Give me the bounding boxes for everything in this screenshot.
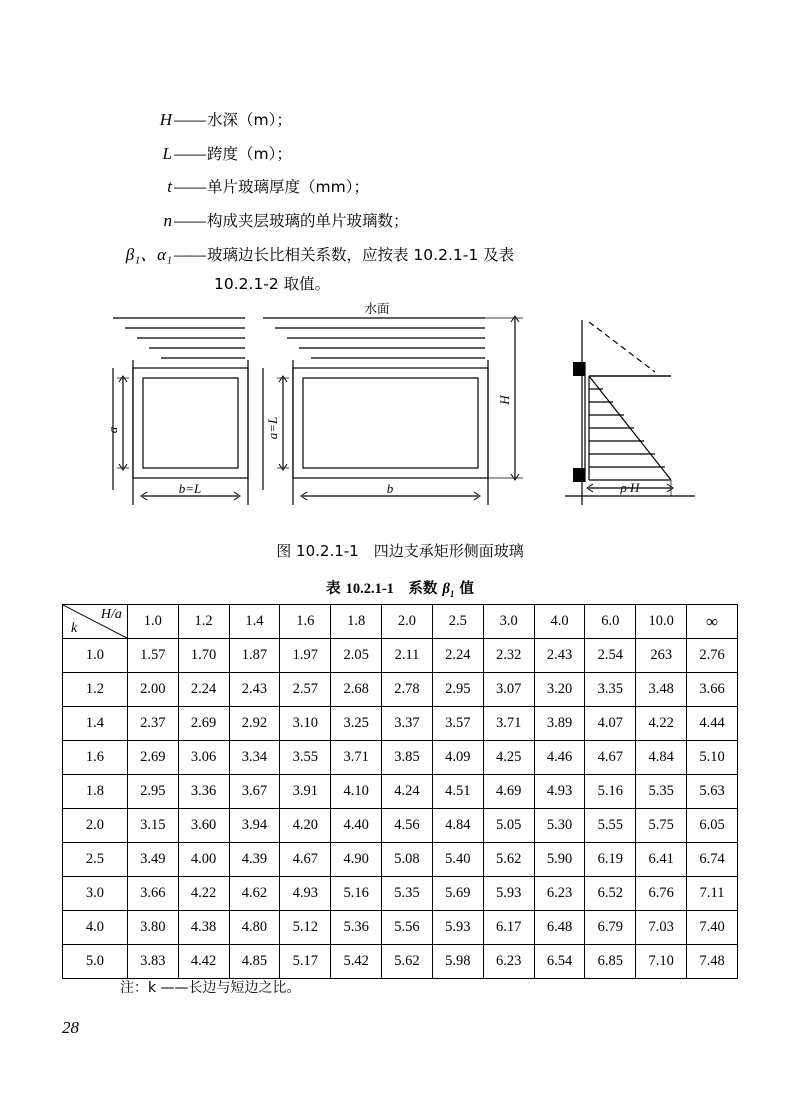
table-cell: 5.93 [432,911,483,945]
table-cell: 4.80 [229,911,280,945]
table-cell: 5.17 [280,945,331,979]
table-cell: 5.35 [382,877,433,911]
definition-text: 单片玻璃厚度（mm）； [207,178,369,197]
figure-caption: 图 10.2.1-1 四边支承矩形侧面玻璃 [276,542,524,560]
corner-row-header: k [71,621,78,636]
table-row [63,843,738,877]
table-cell: 3.07 [483,673,534,707]
col-header: 1.4 [229,605,280,639]
definition-text: 玻璃边长比相关系数，应按表 10.2.1-1 及表 [207,245,515,264]
table-cell: 7.11 [687,877,738,911]
table-cell: 4.44 [687,707,738,741]
table-cell: 7.48 [687,945,738,979]
definition-text: 跨度（m）； [207,144,292,163]
table-cell: 4.22 [636,707,687,741]
table-cell: 7.40 [687,911,738,945]
table-cell: 5.35 [636,775,687,809]
table-cell: 2.24 [432,639,483,673]
definition-symbol: L [162,143,172,163]
table-cell: 3.89 [534,707,585,741]
table-cell: 3.83 [127,945,178,979]
figure-label-a: a [105,426,120,434]
col-header: 3.0 [483,605,534,639]
table-cell: 3.06 [178,741,229,775]
table-cell: 5.93 [483,877,534,911]
table-cell: 2.43 [534,639,585,673]
table-cell: 2.43 [229,673,280,707]
table-row [63,707,738,741]
figure-svg [95,300,705,525]
table-cell: 263 [636,639,687,673]
definition-text: 构成夹层玻璃的单片玻璃数； [207,211,409,230]
table-cell: 2.92 [229,707,280,741]
table-cell: 3.34 [229,741,280,775]
table-cell: 3.85 [382,741,433,775]
table-cell: 4.67 [585,741,636,775]
definition-symbol: β₁、α₁ [125,244,172,264]
table-cell: 2.57 [280,673,331,707]
row-header: 1.4 [63,707,128,741]
definition-symbol: H [159,110,172,129]
definition-item [110,108,710,133]
table-cell: 6.17 [483,911,534,945]
table-cell: 1.87 [229,639,280,673]
row-header: 5.0 [63,945,128,979]
row-header: 3.0 [63,877,128,911]
table-title: 表 10.2.1-1 系数 $\beta_1$ 值 [326,581,474,599]
table-cell: 4.69 [483,775,534,809]
figure-label-b-eq-l: b=L [178,481,202,496]
table-cell: 5.10 [687,741,738,775]
table-cell: 7.10 [636,945,687,979]
table-cell: 6.41 [636,843,687,877]
row-header: 1.6 [63,741,128,775]
table-cell: 2.11 [382,639,433,673]
table-cell: 3.71 [331,741,382,775]
table-cell: 3.94 [229,809,280,843]
table-cell: 4.38 [178,911,229,945]
table-cell: 5.30 [534,809,585,843]
table-cell: 4.85 [229,945,280,979]
table-cell: 4.40 [331,809,382,843]
table-cell: 5.16 [331,877,382,911]
table-cell: 4.00 [178,843,229,877]
definition-item [110,175,710,200]
table-cell: 4.84 [432,809,483,843]
table-cell: 5.63 [687,775,738,809]
figure-label-water-surface: 水面 [364,301,390,316]
table-cell: 4.51 [432,775,483,809]
definition-dash: —— [174,143,205,163]
table-cell: 2.54 [585,639,636,673]
table-cell: 5.90 [534,843,585,877]
table-cell: 4.42 [178,945,229,979]
table-cell: 3.36 [178,775,229,809]
table-cell: 3.35 [585,673,636,707]
table-cell: 6.54 [534,945,585,979]
table-cell: 3.67 [229,775,280,809]
table-cell: 3.66 [687,673,738,707]
col-header: ∞ [687,605,738,639]
table-cell: 5.36 [331,911,382,945]
table-cell: 2.76 [687,639,738,673]
figure-label-b: b [386,481,394,496]
table-row [63,945,738,979]
definition-item [110,243,710,268]
table-cell: 2.24 [178,673,229,707]
table-cell: 5.98 [432,945,483,979]
col-header: 1.8 [331,605,382,639]
table-cell: 5.75 [636,809,687,843]
definition-continuation: 10.2.1-2 取值。 [214,275,331,294]
table-cell: 5.56 [382,911,433,945]
table-cell: 3.37 [382,707,433,741]
table-cell: 2.78 [382,673,433,707]
table-cell: 5.16 [585,775,636,809]
table-cell: 2.05 [331,639,382,673]
table-corner-cell [63,605,128,639]
table-cell: 4.84 [636,741,687,775]
table-cell: 3.66 [127,877,178,911]
table-cell: 5.40 [432,843,483,877]
figure-label-a-eq-l: a=L [265,416,280,440]
table-cell: 3.48 [636,673,687,707]
table-cell: 6.23 [483,945,534,979]
definition-dash: —— [174,244,205,264]
table-cell: 4.10 [331,775,382,809]
definition-dash: —— [174,210,205,230]
table-cell: 5.62 [382,945,433,979]
table-cell: 6.76 [636,877,687,911]
row-header: 1.8 [63,775,128,809]
definition-dash: —— [174,177,205,197]
table-cell: 3.57 [432,707,483,741]
table-cell: 4.39 [229,843,280,877]
table-cell: 6.19 [585,843,636,877]
table-cell: 6.85 [585,945,636,979]
table-cell: 1.70 [178,639,229,673]
row-header: 1.0 [63,639,128,673]
table-note: 注：k ——长边与短边之比。 [120,980,301,996]
row-header: 2.5 [63,843,128,877]
table-cell: 5.42 [331,945,382,979]
table-cell: 6.05 [687,809,738,843]
table-cell: 3.91 [280,775,331,809]
table-cell: 4.09 [432,741,483,775]
table-cell: 4.67 [280,843,331,877]
col-header: 6.0 [585,605,636,639]
figure-label-rho-h: ρ·H [620,480,640,495]
page-number: 28 [62,1018,79,1037]
table-cell: 5.69 [432,877,483,911]
table-cell: 6.79 [585,911,636,945]
table-cell: 2.00 [127,673,178,707]
row-header: 1.2 [63,673,128,707]
table-cell: 5.62 [483,843,534,877]
table-cell: 7.03 [636,911,687,945]
corner-col-header: H/a [100,607,122,622]
definition-symbol: n [163,210,172,230]
table-cell: 5.08 [382,843,433,877]
symbol-definition-list [110,108,710,302]
table-cell: 4.93 [534,775,585,809]
table-row [63,639,738,673]
table-cell: 3.25 [331,707,382,741]
table-cell: 3.71 [483,707,534,741]
table-cell: 2.95 [432,673,483,707]
table-cell: 3.55 [280,741,331,775]
table-cell: 2.69 [127,741,178,775]
definition-item [110,209,710,234]
table-cell: 4.22 [178,877,229,911]
definition-item [110,142,710,167]
col-header: 10.0 [636,605,687,639]
table-header-row [63,605,738,639]
definition-dash: —— [174,110,205,129]
table-cell: 4.62 [229,877,280,911]
table-cell: 6.52 [585,877,636,911]
table-cell: 3.80 [127,911,178,945]
table-cell: 4.07 [585,707,636,741]
col-header: 1.6 [280,605,331,639]
table-cell: 3.10 [280,707,331,741]
figure-diagram [95,300,705,525]
table-cell: 5.55 [585,809,636,843]
table-cell: 4.20 [280,809,331,843]
table-row [63,809,738,843]
table-cell: 4.25 [483,741,534,775]
table-cell: 2.32 [483,639,534,673]
table-cell: 5.05 [483,809,534,843]
table-cell: 6.74 [687,843,738,877]
table-cell: 3.60 [178,809,229,843]
table-row [63,911,738,945]
table-cell: 2.95 [127,775,178,809]
table-cell: 1.97 [280,639,331,673]
col-header: 1.0 [127,605,178,639]
table-cell: 6.23 [534,877,585,911]
definition-symbol: t [167,177,172,197]
table-row [63,741,738,775]
table-cell: 4.90 [331,843,382,877]
table-cell: 1.57 [127,639,178,673]
table-row [63,673,738,707]
table-cell: 6.48 [534,911,585,945]
row-header: 2.0 [63,809,128,843]
col-header: 4.0 [534,605,585,639]
table-cell: 4.56 [382,809,433,843]
table-cell: 5.12 [280,911,331,945]
table-cell: 3.49 [127,843,178,877]
figure-label-h: H [497,395,512,405]
table-cell: 4.24 [382,775,433,809]
table-cell: 2.68 [331,673,382,707]
table-cell: 4.93 [280,877,331,911]
col-header: 2.5 [432,605,483,639]
table-cell: 2.37 [127,707,178,741]
table-cell: 3.20 [534,673,585,707]
col-header: 2.0 [382,605,433,639]
col-header: 1.2 [178,605,229,639]
coefficient-table [62,604,738,979]
table-cell: 4.46 [534,741,585,775]
table-cell: 2.69 [178,707,229,741]
table-row [63,775,738,809]
table-row [63,877,738,911]
definition-text: 水深（m）； [207,111,292,129]
row-header: 4.0 [63,911,128,945]
table-cell: 3.15 [127,809,178,843]
